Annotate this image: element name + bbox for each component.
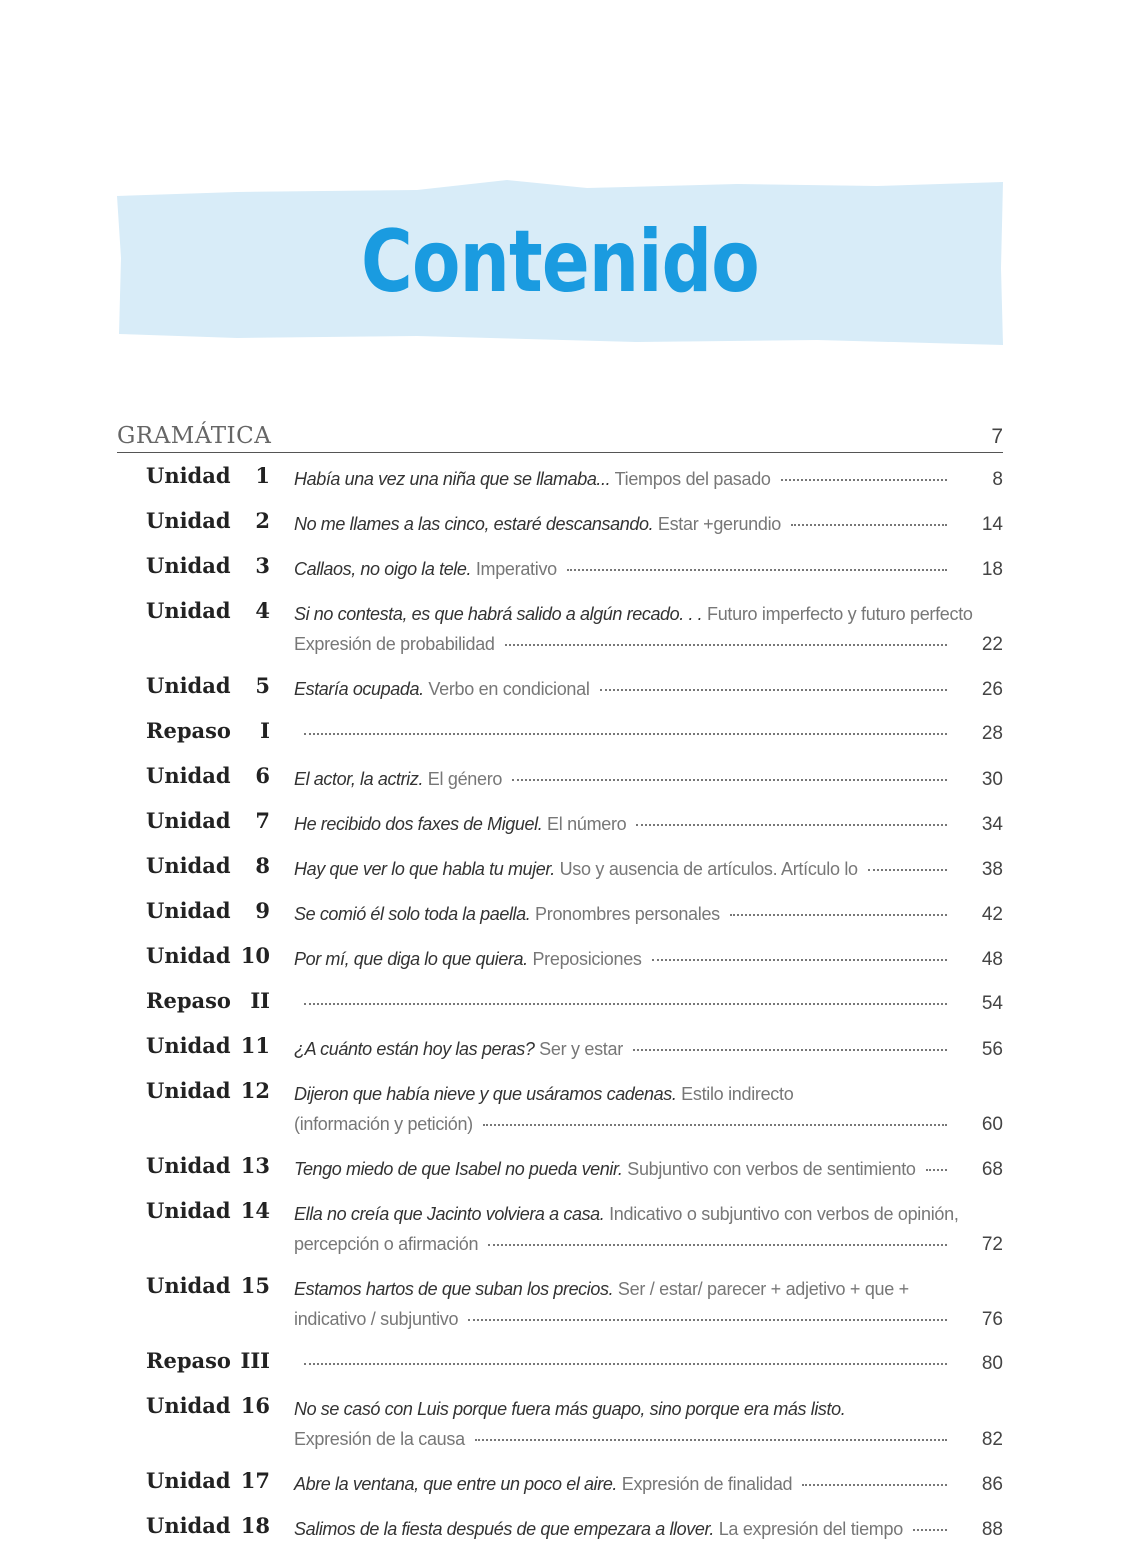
entry-line <box>294 1349 1003 1379</box>
entry-title: Estaría ocupada. <box>294 679 424 699</box>
toc-entry <box>117 503 1003 539</box>
entry-line <box>294 944 1003 974</box>
toc-entry <box>117 848 1003 884</box>
entry-title: Ella no creía que Jacinto volviera a casa. <box>294 1204 605 1224</box>
entry-type: Unidad <box>146 763 231 788</box>
dot-leader <box>468 1319 947 1321</box>
entry-title: Si no contesta, es que habrá salido a algún recado. . . <box>294 604 703 624</box>
entry-line <box>294 1154 1003 1184</box>
entry-page-number: 42 <box>981 904 1003 925</box>
entry-type: Unidad <box>146 898 231 923</box>
toc-entry <box>117 1343 1003 1379</box>
dot-leader <box>636 824 947 826</box>
dot-leader <box>475 1439 947 1441</box>
entry-line <box>294 1079 1003 1109</box>
entry-line <box>294 464 1003 494</box>
entry-number: 10 <box>240 943 270 968</box>
dot-leader <box>781 479 947 481</box>
entry-line <box>294 899 1003 929</box>
entry-topic: Tiempos del pasado <box>610 469 771 489</box>
entry-page-number: 28 <box>981 723 1003 744</box>
toc-entry <box>117 938 1003 974</box>
dot-leader <box>868 869 947 871</box>
entry-label <box>117 803 270 839</box>
toc-entry <box>117 1463 1003 1499</box>
entry-topic: Preposiciones <box>527 949 642 969</box>
entry-topic: Estar +gerundio <box>653 514 781 534</box>
entry-title: ¿A cuánto están hoy las peras? <box>294 1039 535 1059</box>
entry-topic: Expresión de finalidad <box>617 1474 793 1494</box>
entry-page-number: 8 <box>992 469 1003 490</box>
entry-line <box>294 674 1003 704</box>
entry-type: Unidad <box>146 553 231 578</box>
entry-page-number: 76 <box>981 1309 1003 1330</box>
entry-number: 18 <box>240 1513 270 1538</box>
entry-label <box>117 938 270 974</box>
entry-type: Unidad <box>146 598 231 623</box>
dot-leader <box>488 1244 947 1246</box>
entry-page-number: 30 <box>981 769 1003 790</box>
entry-type: Unidad <box>146 508 231 533</box>
entry-page-number: 38 <box>981 859 1003 880</box>
entry-number: 8 <box>255 853 270 878</box>
entry-label <box>117 1343 270 1379</box>
entry-line <box>294 1199 1003 1229</box>
entry-label <box>117 548 270 584</box>
toc-entry <box>117 548 1003 584</box>
entry-topic: El número <box>542 814 627 834</box>
entry-topic: Imperativo <box>471 559 557 579</box>
entry-label <box>117 1028 270 1064</box>
dot-leader <box>505 644 947 646</box>
entry-line <box>294 1109 1003 1139</box>
toc-entry <box>117 593 1003 659</box>
entry-number: 13 <box>240 1153 270 1178</box>
toc-entry <box>117 1028 1003 1064</box>
entry-page-number: 72 <box>981 1234 1003 1255</box>
entry-number: 17 <box>240 1468 270 1493</box>
dot-leader <box>304 1363 947 1365</box>
toc-entry <box>117 713 1003 749</box>
entry-line <box>294 764 1003 794</box>
entry-line <box>294 1394 1003 1424</box>
entry-title: Por mí, que diga lo que quiera. <box>294 949 528 969</box>
entry-label <box>117 1193 270 1259</box>
entry-title: Salimos de la fiesta después de que empezara a llover. <box>294 1519 714 1539</box>
entry-page-number: 56 <box>981 1039 1003 1060</box>
entry-line <box>294 989 1003 1019</box>
entry-title: He recibido dos faxes de Miguel. <box>294 814 543 834</box>
entry-topic: La expresión del tiempo <box>714 1519 903 1539</box>
entry-topic: Expresión de la causa <box>294 1429 465 1449</box>
entry-label <box>117 713 270 749</box>
entry-number: III <box>240 1348 270 1373</box>
entry-line <box>294 1304 1003 1334</box>
entry-topic: Indicativo o subjuntivo con verbos de opinión, <box>604 1204 959 1224</box>
dot-leader <box>567 569 947 571</box>
entry-page-number: 82 <box>981 1429 1003 1450</box>
table-of-contents <box>117 458 1003 1553</box>
entry-type: Unidad <box>146 673 231 698</box>
entry-number: 6 <box>255 763 270 788</box>
entry-line <box>294 1424 1003 1454</box>
entry-line <box>294 1274 1003 1304</box>
entry-label <box>117 893 270 929</box>
entry-line <box>294 1469 1003 1499</box>
entry-type: Repaso <box>146 718 231 743</box>
entry-type: Unidad <box>146 808 231 833</box>
dot-leader <box>633 1049 947 1051</box>
entry-line <box>294 1514 1003 1544</box>
entry-number: 16 <box>240 1393 270 1418</box>
entry-line <box>294 1229 1003 1259</box>
dot-leader <box>913 1529 947 1531</box>
toc-entry <box>117 1073 1003 1139</box>
toc-entry <box>117 458 1003 494</box>
entry-number: II <box>250 988 270 1013</box>
entry-page-number: 88 <box>981 1519 1003 1540</box>
entry-line <box>294 599 1003 629</box>
toc-entry <box>117 803 1003 839</box>
entry-page-number: 68 <box>981 1159 1003 1180</box>
entry-number: 15 <box>240 1273 270 1298</box>
entry-label <box>117 1268 270 1334</box>
toc-entry <box>117 983 1003 1019</box>
entry-topic: percepción o afirmación <box>294 1234 479 1254</box>
dot-leader <box>652 959 947 961</box>
entry-number: 5 <box>255 673 270 698</box>
entry-number: 14 <box>240 1198 270 1223</box>
entry-title: Dijeron que había nieve y que usáramos cadenas. <box>294 1084 677 1104</box>
entry-number: I <box>260 718 270 743</box>
entry-type: Unidad <box>146 1513 231 1538</box>
entry-label <box>117 1463 270 1499</box>
entry-topic: (información y petición) <box>294 1114 473 1134</box>
section-header <box>117 418 1003 453</box>
entry-topic: El género <box>423 769 503 789</box>
dot-leader <box>600 689 947 691</box>
entry-line <box>294 554 1003 584</box>
entry-topic: Estilo indirecto <box>676 1084 794 1104</box>
entry-type: Unidad <box>146 1153 231 1178</box>
entry-page-number: 54 <box>981 993 1003 1014</box>
entry-label <box>117 758 270 794</box>
entry-type: Unidad <box>146 943 231 968</box>
entry-line <box>294 809 1003 839</box>
entry-type: Unidad <box>146 853 231 878</box>
entry-page-number: 86 <box>981 1474 1003 1495</box>
dot-leader <box>791 524 947 526</box>
page-title: Contenido <box>361 212 759 312</box>
entry-label <box>117 458 270 494</box>
entry-number: 4 <box>255 598 270 623</box>
entry-topic: Pronombres personales <box>530 904 720 924</box>
entry-title: No me llames a las cinco, estaré descansando. <box>294 514 654 534</box>
entry-label <box>117 983 270 1019</box>
entry-label <box>117 1073 270 1139</box>
entry-number: 2 <box>255 508 270 533</box>
entry-title: Había una vez una niña que se llamaba... <box>294 469 611 489</box>
entry-type: Repaso <box>146 988 231 1013</box>
entry-title: Abre la ventana, que entre un poco el aire. <box>294 1474 618 1494</box>
entry-type: Unidad <box>146 1033 231 1058</box>
entry-topic: Expresión de probabilidad <box>294 634 495 654</box>
toc-entry <box>117 1148 1003 1184</box>
entry-type: Unidad <box>146 1273 231 1298</box>
entry-label <box>117 848 270 884</box>
entry-type: Unidad <box>146 1198 231 1223</box>
entry-line <box>294 719 1003 749</box>
entry-page-number: 48 <box>981 949 1003 970</box>
dot-leader <box>304 733 947 735</box>
entry-number: 12 <box>240 1078 270 1103</box>
dot-leader <box>802 1484 947 1486</box>
entry-title: Se comió él solo toda la paella. <box>294 904 531 924</box>
entry-topic: Ser / estar/ parecer + adjetivo + que + <box>613 1279 909 1299</box>
entry-topic: Ser y estar <box>534 1039 623 1059</box>
entry-page-number: 22 <box>981 634 1003 655</box>
entry-number: 9 <box>255 898 270 923</box>
entry-page-number: 18 <box>981 559 1003 580</box>
entry-number: 7 <box>255 808 270 833</box>
entry-number: 3 <box>255 553 270 578</box>
entry-topic: Subjuntivo con verbos de sentimiento <box>622 1159 916 1179</box>
entry-title: El actor, la actriz. <box>294 769 424 789</box>
entry-page-number: 80 <box>981 1353 1003 1374</box>
entry-type: Unidad <box>146 1468 231 1493</box>
entry-number: 11 <box>240 1033 270 1058</box>
toc-entry <box>117 1193 1003 1259</box>
entry-title: Hay que ver lo que habla tu mujer. <box>294 859 555 879</box>
entry-title: Tengo miedo de que Isabel no pueda venir. <box>294 1159 623 1179</box>
entry-type: Unidad <box>146 463 231 488</box>
entry-page-number: 14 <box>981 514 1003 535</box>
entry-topic: Futuro imperfecto y futuro perfecto <box>702 604 973 624</box>
entry-title: Callaos, no oigo la tele. <box>294 559 472 579</box>
entry-label <box>117 668 270 704</box>
dot-leader <box>483 1124 947 1126</box>
entry-type: Unidad <box>146 1393 231 1418</box>
toc-entry <box>117 1388 1003 1454</box>
entry-page-number: 26 <box>981 679 1003 700</box>
entry-type: Repaso <box>146 1348 231 1373</box>
section-title: GRAMÁTICA <box>117 423 272 449</box>
entry-number: 1 <box>255 463 270 488</box>
entry-line <box>294 1034 1003 1064</box>
entry-type: Unidad <box>146 1078 231 1103</box>
dot-leader <box>926 1169 947 1171</box>
toc-entry <box>117 1268 1003 1334</box>
dot-leader <box>304 1003 947 1005</box>
toc-entry <box>117 758 1003 794</box>
section-page-number: 7 <box>991 425 1003 448</box>
entry-line <box>294 854 1003 884</box>
entry-page-number: 60 <box>981 1114 1003 1135</box>
entry-topic: Uso y ausencia de artículos. Artículo lo <box>554 859 858 879</box>
entry-label <box>117 503 270 539</box>
entry-title: Estamos hartos de que suban los precios. <box>294 1279 614 1299</box>
title-banner <box>117 178 1003 346</box>
entry-line <box>294 629 1003 659</box>
entry-title: No se casó con Luis porque fuera más guapo, sino porque era más listo. <box>294 1399 846 1419</box>
entry-label <box>117 1148 270 1184</box>
entry-topic: Verbo en condicional <box>423 679 590 699</box>
entry-label <box>117 593 270 659</box>
entry-line <box>294 509 1003 539</box>
toc-entry <box>117 893 1003 929</box>
entry-page-number: 34 <box>981 814 1003 835</box>
entry-label <box>117 1388 270 1454</box>
toc-entry <box>117 668 1003 704</box>
dot-leader <box>512 779 947 781</box>
entry-topic: indicativo / subjuntivo <box>294 1309 459 1329</box>
dot-leader <box>730 914 947 916</box>
